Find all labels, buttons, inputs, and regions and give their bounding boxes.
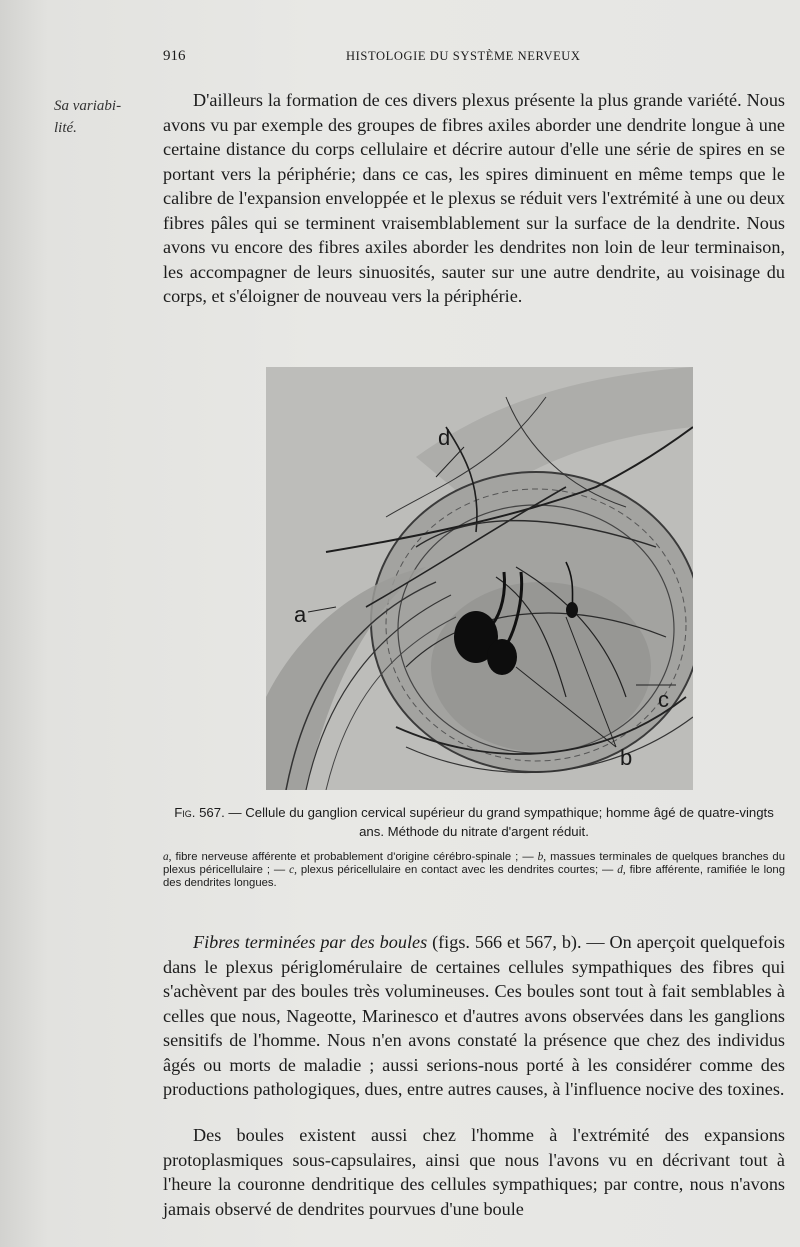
legend-text-b: massues terminales de quelques branches du plexus péricellulaire ; — (163, 851, 785, 876)
legend-key-b: b, (537, 851, 547, 863)
margin-note (54, 95, 162, 139)
legend-key-a: a, (163, 851, 172, 863)
caption-title (163, 803, 785, 841)
figure-567-illustration (266, 367, 693, 790)
figure-caption (163, 803, 785, 890)
legend-text-a: fibre nerveuse afférente et probablement d'origine cérébro-spinale ; — (171, 851, 538, 863)
figure-label-d: d (438, 425, 451, 450)
caption-text: — Cellule du ganglion cervical supérieur du grand sympathique; homme âgé de quatre-vingts ans. Méthode du nitrate d'argent réduit. (224, 805, 774, 839)
page-number: 916 (163, 48, 186, 64)
paragraph-plexus-variety: D'ailleurs la formation de ces divers plexus présente la plus grande variété. Nous avons vu par exemple des groupes de fibres axiles aborder une dendrite longue à une certaine distance du corps cellulaire et décrire autour d'elle une série de spires en se portant vers la périphérie; dans ce cas, les spires diminuent en même temps que le calibre de l'expansion enveloppée et le plexus se réduit vers l'extrémité à une ou deux fibres pâles qui se terminent vraisemblablement sur la surface de la dendrite. Nous avons vu encore des fibres axiles aborder les dendrites non loin de leur terminaison, les accompagner de leurs sinuosités, sauter sur une autre dendrite, au voisinage du corps, et s'éloigner de nouveau vers la périphérie. (163, 90, 785, 306)
margin-note-line: lité. (54, 120, 77, 136)
running-title: HISTOLOGIE DU SYSTÈME NERVEUX (346, 49, 581, 63)
neuron-drawing (266, 367, 693, 790)
section-heading: Fibres terminées par des boules (193, 932, 428, 952)
margin-note-line: Sa variabi- (54, 98, 122, 114)
legend-text-c: plexus péricellulaire en contact avec les dendrites courtes; — (296, 864, 618, 876)
figure-label-c: c (658, 687, 669, 712)
legend-text-d: fibre afférente, ramifiée le long des dendrites longues. (163, 864, 785, 889)
legend-key-d: d, (617, 864, 626, 876)
figure-label-a: a (294, 602, 307, 627)
figure-label-b: b (620, 745, 633, 770)
paragraph-fibres-boules (163, 930, 785, 1102)
caption-number: Fig. 567. (174, 805, 225, 820)
paragraph-body: (figs. 566 et 567, b). — On aperçoit quelquefois dans le plexus périglomérulaire de certaines cellules sympathiques des fibres qui s'achèvent par des boules très volumineuses. Ces boules sont tout à fait semblables à celles que nous, Nageotte, Marinesco et d'autres avons observées dans les ganglions sensitifs de l'homme. Nous n'en avons constaté la présence que chez des individus âgés ou morts de maladie ; aussi serions-nous porté à les considérer comme des productions pathologiques, dues, entre autres causes, à l'influence nocive des toxines. (163, 932, 785, 1099)
figure-legend (163, 851, 785, 890)
paragraph-boules-homme: Des boules existent aussi chez l'homme à l'extrémité des expansions protoplasmiques sous-capsulaires, ainsi que nous l'avons vu en décrivant tout à l'heure la couronne dendritique des cellules sympathiques; par contre, nous n'avons jamais observé de dendrites pourvues d'une boule (163, 1125, 785, 1219)
legend-key-c: c, (289, 864, 297, 876)
page-header (0, 48, 800, 72)
